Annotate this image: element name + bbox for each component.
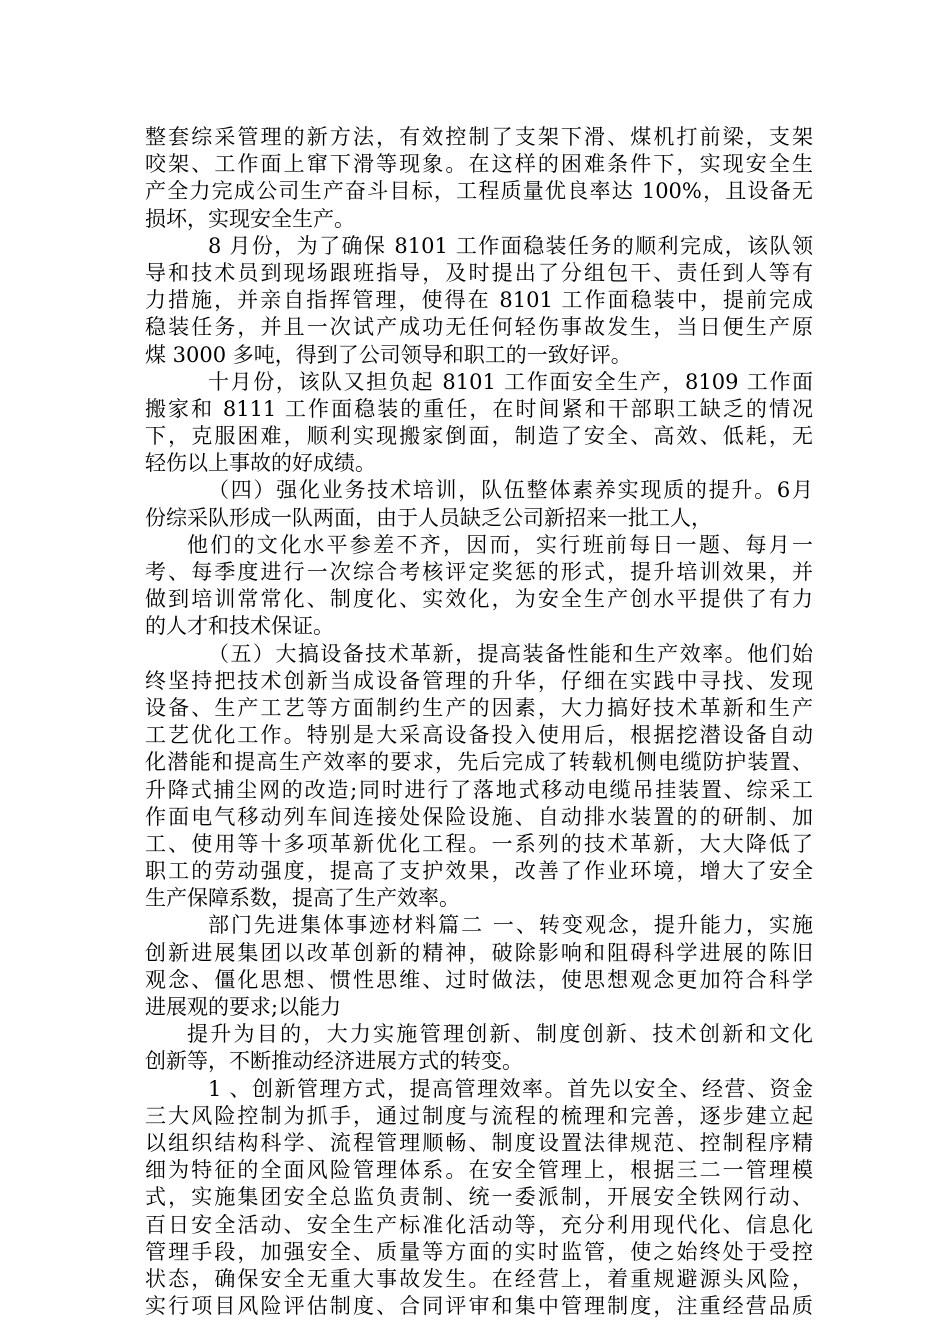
document-body [145, 124, 813, 1320]
text-line: 状态，确保安全无重大事故发生。在经营上，着重规避源头风险， [145, 1266, 813, 1291]
text-line: 轻伤以上事故的好成绩。 [145, 451, 376, 476]
paragraph [145, 532, 813, 641]
text-line: 职工的劳动强度，提高了支护效果，改善了作业环境，增大了安全 [145, 859, 813, 884]
text-line: 力措施，并亲自指挥管理，使得在 8101 工作面稳装中，提前完成 [145, 288, 813, 313]
text-line: 管理手段，加强安全、质量等方面的实时监管，使之始终处于受控 [145, 1239, 813, 1264]
text-line: 部门先进集体事迹材料篇二 一、转变观念，提升能力，实施 [208, 913, 813, 938]
text-line: 8 月份，为了确保 8101 工作面稳装任务的顺利完成，该队领 [208, 233, 813, 258]
paragraph [145, 641, 813, 913]
text-line: 做到培训常常化、制度化、实效化，为安全生产创水平提供了有力 [145, 587, 813, 612]
paragraph [145, 477, 813, 531]
text-line: 份综采队形成一队两面，由于人员缺乏公司新招来一批工人， [145, 505, 712, 530]
text-line: 1 、创新管理方式，提高管理效率。首先以安全、经营、资金 [208, 1076, 813, 1101]
text-line: 工、使用等十多项革新优化工程。一系列的技术革新，大大降低了 [145, 831, 813, 856]
paragraph [145, 1076, 813, 1321]
text-line: 下，克服困难，顺利实现搬家倒面，制造了安全、高效、低耗，无 [145, 424, 813, 449]
text-line: 咬架、工作面上窜下滑等现象。在这样的困难条件下，实现安全生 [145, 152, 813, 177]
text-line: 整套综采管理的新方法，有效控制了支架下滑、煤机打前梁，支架 [145, 125, 813, 149]
text-line: 作面电气移动列车间连接处保险设施、自动排水装置的的研制、加 [145, 804, 813, 829]
text-line: 搬家和 8111 工作面稳装的重任，在时间紧和干部职工缺乏的情况 [145, 396, 813, 421]
text-line: 百日安全活动、安全生产标准化活动等，充分利用现代化、信息化 [145, 1212, 813, 1237]
text-line: 三大风险控制为抓手，通过制度与流程的梳理和完善，逐步建立起 [145, 1103, 813, 1128]
text-line: 导和技术员到现场跟班指导，及时提出了分组包干、责任到人等有 [145, 260, 813, 285]
paragraph [145, 912, 813, 1021]
text-line: 他们的文化水平参差不齐，因而，实行班前每日一题、每月一 [187, 532, 813, 557]
text-line: （五）大搞设备技术革新，提高装备性能和生产效率。他们始 [208, 641, 813, 666]
text-line: （四）强化业务技术培训，队伍整体素养实现质的提升。6月 [208, 478, 813, 503]
text-line: 考、每季度进行一次综合考核评定奖惩的形式，提升培训效果，并 [145, 560, 813, 584]
text-line: 十月份，该队又担负起 8101 工作面安全生产，8109 工作面 [208, 369, 813, 394]
text-line: 产全力完成公司生产奋斗目标，工程质量优良率达 100%，且设备无 [145, 179, 813, 204]
paragraph [145, 233, 813, 369]
text-line: 的人才和技术保证。 [145, 614, 334, 639]
text-line: 细为特征的全面风险管理体系。在安全管理上，根据三二一管理模 [145, 1158, 813, 1183]
text-line: 观念、僵化思想、惯性思维、过时做法，使思想观念更加符合科学 [145, 967, 813, 992]
text-line: 设备、生产工艺等方面制约生产的因素，大力搞好技术革新和生产 [145, 695, 813, 720]
text-line: 稳装任务，并且一次试产成功无任何轻伤事故发生，当日便生产原 [145, 315, 813, 340]
text-line: 实行项目风险评估制度、合同评审和集中管理制度，注重经营品质 [145, 1294, 813, 1319]
text-line: 煤 3000 多吨，得到了公司领导和职工的一致好评。 [145, 342, 632, 367]
text-line: 式，实施集团安全总监负责制、统一委派制，开展安全铁网行动、 [145, 1185, 813, 1210]
paragraph [145, 1021, 813, 1075]
text-line: 创新进展集团以改革创新的精神，破除影响和阻碍科学进展的陈旧 [145, 940, 813, 965]
paragraph [145, 124, 813, 233]
text-line: 化潜能和提高生产效率的要求，先后完成了转载机侧电缆防护装置、 [145, 750, 813, 775]
text-line: 进展观的要求;以能力 [145, 995, 342, 1019]
text-line: 创新等，不断推动经济进展方式的转变。 [145, 1049, 523, 1074]
text-line: 生产保障系数，提高了生产效率。 [145, 886, 460, 911]
text-line: 工艺优化工作。特别是大采高设备投入使用后，根据挖潜设备自动 [145, 723, 813, 748]
text-line: 终坚持把技术创新当成设备管理的升华，仔细在实践中寻找、发现 [145, 668, 813, 693]
text-line: 以组织结构科学、流程管理顺畅、制度设置法律规范、控制程序精 [145, 1130, 813, 1155]
text-line: 提升为目的，大力实施管理创新、制度创新、技术创新和文化 [187, 1022, 813, 1047]
paragraph [145, 369, 813, 478]
text-line: 升降式捕尘网的改造;同时进行了落地式移动电缆吊挂装置、综采工 [145, 777, 813, 802]
text-line: 损坏，实现安全生产。 [145, 206, 355, 231]
